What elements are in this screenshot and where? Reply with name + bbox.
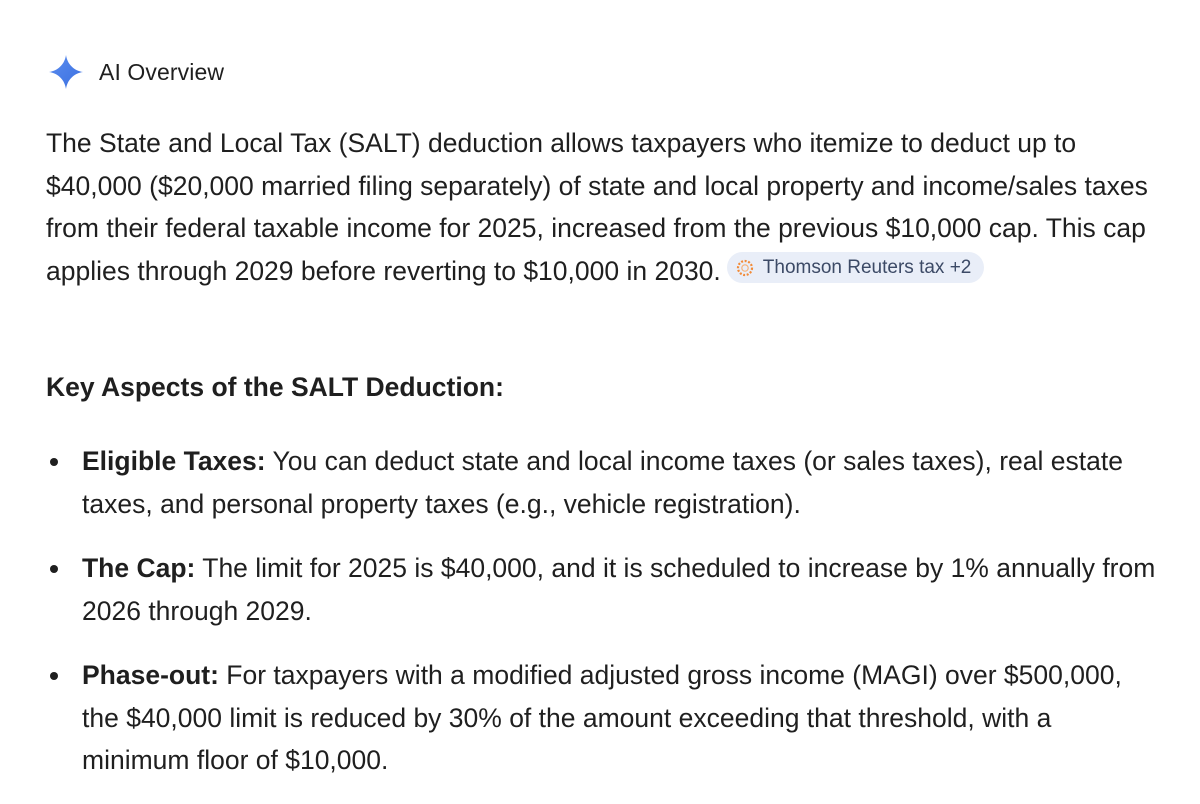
overview-summary-text: The State and Local Tax (SALT) deduction allows taxpayers who itemize to deduct up to $40,000 ($20,000 married filing separately) of state and local property and income/sales taxes from their federal taxable income for 2025, increased from the previous $10,000 cap. This cap applies through 2029 before reverting to $10,000 in 2030. (46, 128, 1148, 286)
source-favicon-icon (735, 258, 755, 278)
section-heading: Key Aspects of the SALT Deduction: (46, 372, 504, 402)
key-aspects-list (46, 440, 1166, 804)
bullet-dot (50, 672, 58, 680)
bullet-term: Eligible Taxes: (82, 446, 266, 476)
overview-summary (46, 122, 1166, 292)
header-title: AI Overview (99, 58, 225, 85)
bullet-dot (50, 565, 58, 573)
bullet-term: The Cap: (82, 553, 196, 583)
list-item (46, 654, 1166, 782)
bullet-text: You can deduct state and local income taxes (or sales taxes), real estate taxes, and personal property taxes (e.g., vehicle registration). (82, 446, 1123, 519)
bullet-dot (50, 458, 58, 466)
source-chip-label: Thomson Reuters tax +2 (762, 257, 972, 278)
bullet-term: Phase-out: (82, 660, 219, 690)
bullet-text: For taxpayers with a modified adjusted gross income (MAGI) over $500,000, the $40,000 limit is reduced by 30% of the amount exceeding that threshold, with a minimum floor of $10,000. (82, 660, 1122, 775)
list-item (46, 547, 1166, 632)
list-item (46, 440, 1166, 525)
source-chip[interactable] (727, 252, 985, 283)
ai-overview-header (47, 52, 224, 92)
bullet-text: The limit for 2025 is $40,000, and it is scheduled to increase by 1% annually from 2026 through 2029. (82, 553, 1156, 626)
sparkle-icon (47, 53, 85, 91)
